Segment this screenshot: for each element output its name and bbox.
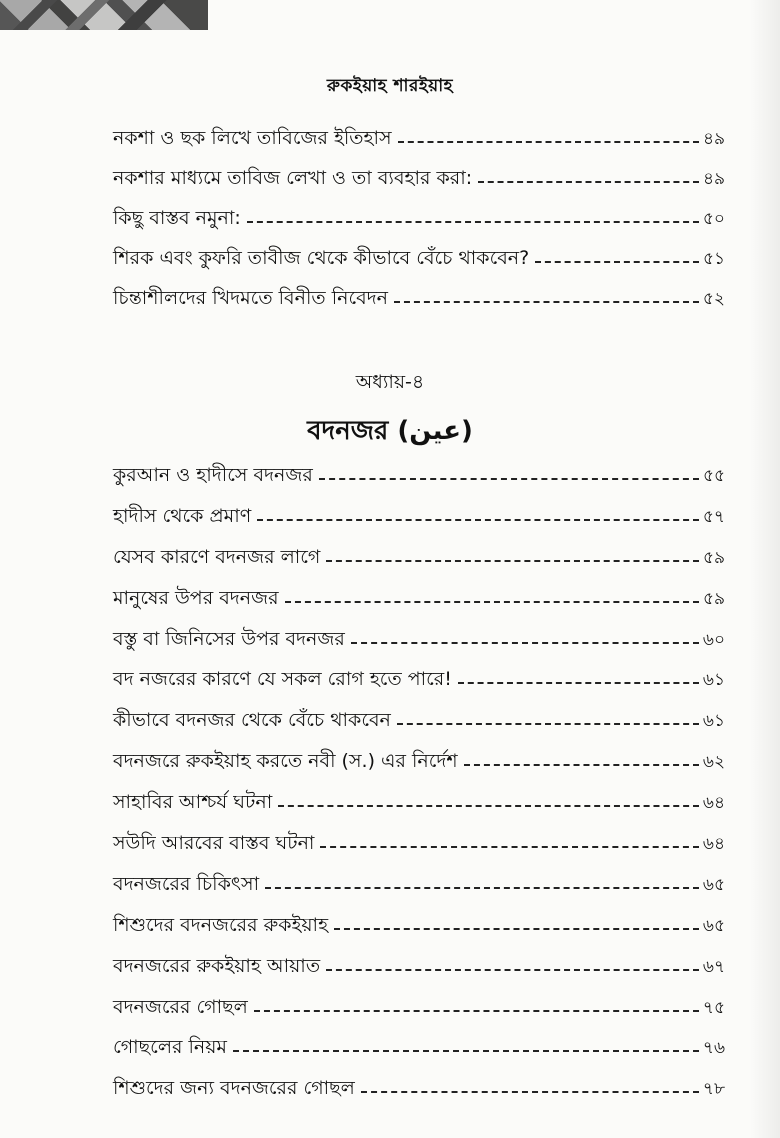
- running-header: রুকইয়াহ শারইয়াহ: [326, 76, 454, 96]
- toc-entry-page: ৬৫: [702, 874, 725, 895]
- dot-leader: [247, 220, 699, 223]
- dot-leader: [326, 968, 699, 971]
- toc-entry[interactable]: [113, 496, 725, 537]
- toc-entry-title: শিশুদের জন্য বদনজরের গোছল: [113, 1077, 355, 1100]
- toc-entry-page: ৫০: [702, 208, 725, 229]
- toc-entry-page: ৬০: [702, 629, 725, 650]
- toc-entry-title: হাদীস থেকে প্রমাণ: [113, 504, 252, 527]
- dot-leader: [351, 641, 699, 644]
- toc-entry[interactable]: [113, 455, 725, 496]
- toc-entry-title: কুরআন ও হাদীসে বদনজর: [113, 464, 313, 486]
- toc-entry[interactable]: [113, 823, 725, 864]
- toc-entry-page: ৬৫: [702, 915, 725, 936]
- page-edge-shadow: [750, 0, 780, 1138]
- dot-leader: [319, 477, 699, 480]
- dot-leader: [398, 140, 699, 143]
- dot-leader: [278, 804, 699, 807]
- toc-entry-title: চিন্তাশীলদের খিদমতে বিনীত নিবেদন: [113, 286, 389, 309]
- toc-entry-page: ৭৫: [702, 997, 725, 1018]
- toc-list-previous-chapter: [113, 119, 725, 318]
- toc-entry-title: মানুষের উপর বদনজর: [113, 586, 279, 609]
- dot-leader: [265, 886, 699, 889]
- toc-entry-page: ৪৯: [702, 168, 725, 189]
- dot-leader: [464, 763, 699, 766]
- toc-entry[interactable]: [113, 987, 725, 1028]
- toc-list-chapter-4: [113, 455, 725, 1109]
- toc-entry-page: ৫২: [702, 288, 725, 309]
- chapter-number: অধ্যায়-৪: [355, 371, 425, 393]
- toc-entry-title: বদনজরের গোছল: [113, 995, 248, 1018]
- toc-entry-page: ৫৯: [702, 588, 725, 609]
- toc-entry-page: ৫৯: [702, 547, 725, 568]
- dot-leader: [397, 722, 699, 725]
- toc-entry-page: ৬১: [702, 711, 725, 732]
- dot-leader: [257, 518, 699, 521]
- toc-entry-title: বদ নজরের কারণে যে সকল রোগ হতে পারে!: [113, 668, 452, 691]
- toc-entry[interactable]: [113, 905, 725, 946]
- dot-leader: [254, 1009, 699, 1012]
- toc-entry-title: নকশার মাধ্যমে তাবিজ লেখা ও তা ব্যবহার করা:: [113, 166, 473, 189]
- dot-leader: [394, 300, 699, 303]
- toc-entry-page: ৫১: [702, 248, 725, 269]
- toc-entry-title: যেসব কারণে বদনজর লাগে: [113, 545, 321, 568]
- toc-entry[interactable]: [113, 946, 725, 987]
- toc-entry-page: ৬৪: [702, 834, 725, 855]
- toc-entry-page: ৪৯: [702, 129, 725, 149]
- toc-entry[interactable]: [113, 119, 725, 159]
- toc-entry-title: নকশা ও ছক লিখে তাবিজের ইতিহাস: [113, 127, 392, 149]
- toc-entry-title: সউদি আরবের বাস্তব ঘটনা: [113, 832, 315, 855]
- dot-leader: [233, 1049, 699, 1052]
- toc-entry-title: বদনজরে রুকইয়াহ করতে নবী (স.) এর নির্দেশ: [113, 750, 458, 773]
- corner-decoration: [0, 0, 208, 30]
- toc-entry[interactable]: [113, 782, 725, 823]
- toc-entry-page: ৭৮: [702, 1079, 725, 1100]
- dot-leader: [361, 1090, 699, 1093]
- toc-entry[interactable]: [113, 700, 725, 741]
- dot-leader: [326, 559, 699, 562]
- toc-entry[interactable]: [113, 659, 725, 700]
- toc-entry-page: ৫৫: [702, 466, 725, 486]
- toc-entry-title: সাহাবির আশ্চর্য ঘটনা: [113, 791, 273, 814]
- toc-entry[interactable]: [113, 864, 725, 905]
- toc-entry[interactable]: [113, 578, 725, 619]
- toc-entry[interactable]: [113, 1027, 725, 1068]
- dot-leader: [458, 681, 699, 684]
- dot-leader: [334, 927, 699, 930]
- toc-entry-title: কিছু বাস্তব নমুনা:: [113, 206, 241, 229]
- toc-entry-page: ৬১: [702, 670, 725, 691]
- toc-entry-title: বদনজরের চিকিৎসা: [113, 872, 260, 895]
- toc-entry[interactable]: [113, 1068, 725, 1109]
- toc-entry[interactable]: [113, 741, 725, 782]
- chapter-title: বদনজর (عين): [307, 416, 473, 446]
- toc-entry-title: কীভাবে বদনজর থেকে বেঁচে থাকবেন: [113, 709, 391, 732]
- toc-entry-title: গোছলের নিয়ম: [113, 1036, 227, 1059]
- toc-entry[interactable]: [113, 199, 725, 239]
- toc-entry[interactable]: [113, 159, 725, 199]
- toc-entry[interactable]: [113, 279, 725, 319]
- toc-entry-page: ৬৪: [702, 793, 725, 814]
- toc-entry-title: শিশুদের বদনজরের রুকইয়াহ: [113, 913, 329, 936]
- toc-entry[interactable]: [113, 239, 725, 279]
- toc-entry-page: ৭৬: [702, 1038, 725, 1059]
- toc-entry-page: ৫৭: [702, 506, 725, 527]
- dot-leader: [285, 600, 699, 603]
- toc-entry-title: শিরক এবং কুফরি তাবীজ থেকে কীভাবে বেঁচে থাকবেন?: [113, 246, 530, 269]
- toc-entry-page: ৬২: [702, 752, 725, 773]
- dot-leader: [478, 180, 699, 183]
- toc-entry-title: বদনজরের রুকইয়াহ আয়াত: [113, 954, 321, 977]
- dot-leader: [320, 845, 698, 848]
- toc-entry[interactable]: [113, 537, 725, 578]
- toc-entry-page: ৬৭: [702, 956, 725, 977]
- dot-leader: [535, 260, 699, 263]
- toc-entry[interactable]: [113, 619, 725, 660]
- toc-entry-title: বস্তু বা জিনিসের উপর বদনজর: [113, 627, 345, 650]
